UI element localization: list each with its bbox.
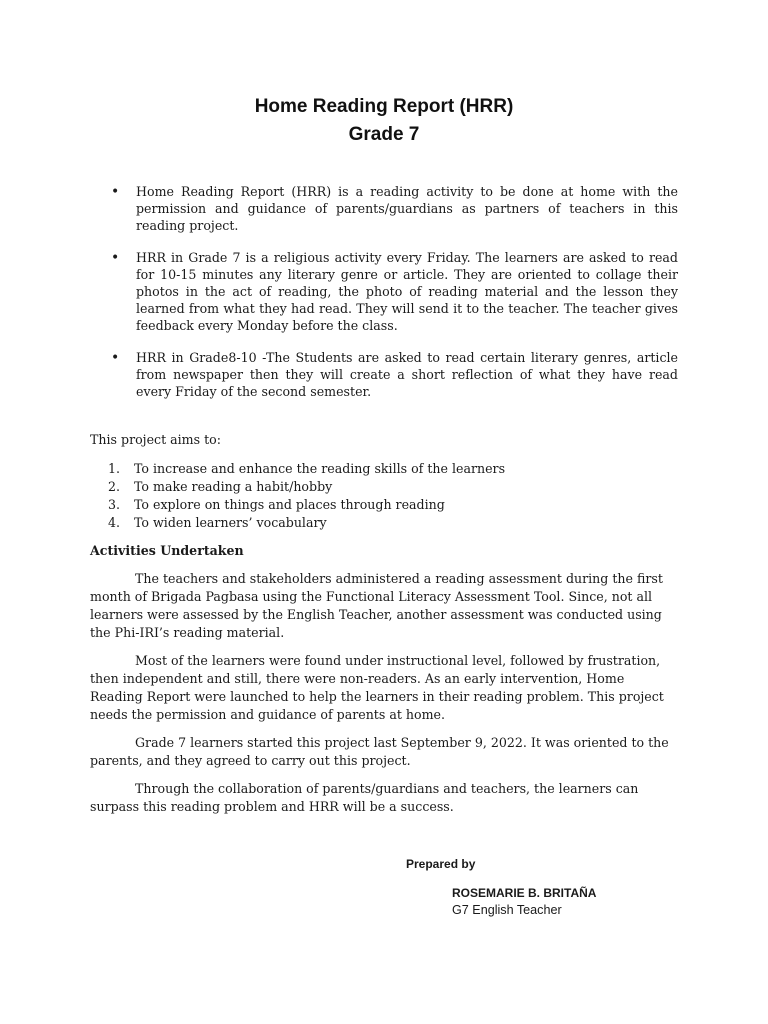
signer-name: ROSEMARIE B. BRITAÑA [452, 886, 597, 900]
aim-text: To increase and enhance the reading skills of the learners [134, 461, 506, 476]
bullet-item: • HRR in Grade8-10 -The Students are asked to read certain literary genres, article from newspaper then they will create a short reflection of what they have read every Friday of the second semester. [108, 350, 678, 400]
aim-number: 4. [108, 515, 121, 530]
aim-text: To make reading a habit/hobby [134, 479, 333, 494]
bullet-item: • Home Reading Report (HRR) is a reading activity to be done at home with the permission and guidance of parents/guardians as partners of teachers in this reading project. [108, 184, 678, 234]
document-subtitle: Grade 7 [348, 124, 420, 145]
bullet-item: • HRR in Grade 7 is a religious activity every Friday. The learners are asked to read for 10-15 minutes any literary genre or article. They are oriented to collage their photos in the act of reading, the photo of reading material and the lesson they learned from what they had read. They will send it to the teacher. The teacher gives feedback every Monday before the class. [108, 250, 678, 334]
paragraph: Grade 7 learners started this project last September 9, 2022. It was oriented to the parents, and they agreed to carry out this project. [90, 735, 669, 768]
aim-number: 3. [108, 497, 121, 512]
aim-item [108, 460, 668, 478]
prepared-by-label: Prepared by [406, 857, 476, 871]
document-title: Home Reading Report (HRR) [254, 96, 514, 117]
bullet-list [108, 184, 678, 417]
aim-number: 2. [108, 479, 121, 494]
paragraph: The teachers and stakeholders administered a reading assessment during the first month of Brigada Pagbasa using the Functional Literacy Assessment Tool. Since, not all learners were assessed by the English Teacher, another assessment was conducted using the Phi-IRI’s reading material. [90, 571, 663, 640]
signer-role: G7 English Teacher [452, 903, 562, 917]
aims-intro: This project aims to: [90, 432, 221, 447]
aim-item [108, 514, 668, 532]
aim-text: To widen learners’ vocabulary [134, 515, 327, 530]
aim-item [108, 496, 668, 514]
paragraph: Through the collaboration of parents/guardians and teachers, the learners can surpass this reading problem and HRR will be a success. [90, 781, 639, 814]
aims-list [108, 460, 668, 532]
section-heading: Activities Undertaken [90, 543, 244, 558]
aim-number: 1. [108, 461, 121, 476]
aim-item [108, 478, 668, 496]
aim-text: To explore on things and places through reading [134, 497, 445, 512]
activities-body [90, 570, 674, 826]
paragraph: Most of the learners were found under instructional level, followed by frustration, then independent and still, there were non-readers. As an early intervention, Home Reading Report were launched to help the learners in their reading problem. This project needs the permission and guidance of parents at home. [90, 653, 664, 722]
